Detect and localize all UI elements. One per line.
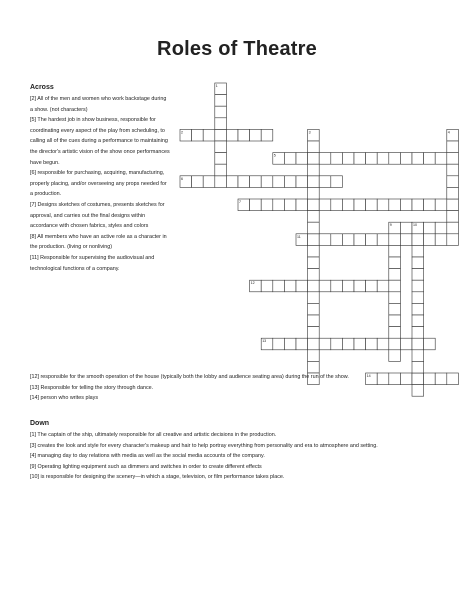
grid-cell[interactable]	[400, 153, 412, 165]
grid-cell[interactable]	[308, 141, 320, 153]
grid-cell[interactable]	[331, 338, 343, 350]
grid-cell[interactable]	[342, 234, 354, 246]
grid-cell[interactable]	[319, 280, 331, 292]
grid-cell[interactable]	[389, 303, 401, 315]
grid-cell[interactable]	[366, 153, 378, 165]
grid-cell[interactable]	[203, 129, 215, 141]
across-clue-list-continued	[30, 372, 444, 404]
down-heading: Down	[30, 420, 50, 427]
grid-cell[interactable]	[412, 245, 424, 257]
clue-text: responsible for purchasing, acquiring, manufacturing, properly placing, and/or overseeing any props needed for a production.	[30, 170, 167, 198]
clue-text: responsible for the smooth operation of the house (typically both the lobby and audience seating area) during the run of the show.	[40, 374, 349, 380]
clue-text: creates the look and style for every character's makeup and hair to help portray everything from personality and era to atmosphere and setting.	[37, 442, 378, 449]
grid-cell[interactable]	[377, 234, 389, 246]
grid-cell[interactable]	[308, 350, 320, 362]
grid-cell[interactable]	[389, 269, 401, 281]
grid-cell[interactable]	[354, 153, 366, 165]
grid-cell-number: 14	[366, 374, 371, 378]
grid-cell[interactable]	[366, 234, 378, 246]
grid-cell[interactable]	[412, 234, 424, 246]
grid-cell[interactable]	[412, 199, 424, 211]
across-clue-14	[30, 393, 444, 404]
grid-cell[interactable]	[424, 234, 436, 246]
grid-cell[interactable]	[308, 234, 320, 246]
grid-cell[interactable]	[203, 176, 215, 188]
grid-cell[interactable]	[284, 199, 296, 211]
grid-cell[interactable]	[226, 176, 238, 188]
clue-number: [5]	[30, 117, 38, 124]
grid-cell[interactable]	[250, 199, 262, 211]
across-clue-2	[30, 94, 170, 115]
across-clue-11	[30, 253, 170, 274]
clue-text: Responsible for supervising the audiovisual and technological functions of a company.	[30, 254, 155, 272]
grid-cell[interactable]	[296, 199, 308, 211]
grid-cell[interactable]	[447, 187, 459, 199]
clue-number: [9]	[30, 463, 38, 470]
grid-cell[interactable]	[447, 199, 459, 211]
grid-cell[interactable]	[412, 153, 424, 165]
grid-cell[interactable]	[273, 199, 285, 211]
page-title: Roles of Theatre	[157, 38, 317, 60]
grid-cell[interactable]	[447, 153, 459, 165]
grid-cell[interactable]	[308, 211, 320, 223]
grid-cell[interactable]	[435, 199, 447, 211]
grid-cell[interactable]	[447, 234, 459, 246]
grid-cell[interactable]	[435, 234, 447, 246]
grid-cell-number: 10	[413, 223, 417, 228]
grid-cell[interactable]	[389, 350, 401, 362]
grid-cell[interactable]	[308, 199, 320, 211]
clue-number: [3]	[30, 442, 38, 449]
grid-cell[interactable]	[273, 338, 285, 350]
grid-cell-number: 6	[181, 176, 183, 181]
grid-cell[interactable]	[354, 199, 366, 211]
grid-cell[interactable]	[308, 338, 320, 350]
grid-cell[interactable]	[308, 327, 320, 339]
clue-text: The hardest job in show business, responsible for coordinating every aspect of the play from scheduling, to calling all of the cues during a performance to maintaining the director's artistic vision of the show once performances have begun.	[30, 117, 170, 166]
grid-cell[interactable]	[424, 153, 436, 165]
grid-cell[interactable]	[238, 176, 250, 188]
grid-cell[interactable]	[308, 269, 320, 281]
grid-cell[interactable]	[389, 234, 401, 246]
grid-cell[interactable]	[377, 280, 389, 292]
across-clue-list	[30, 94, 170, 274]
grid-cell[interactable]	[308, 164, 320, 176]
grid-cell[interactable]	[377, 338, 389, 350]
down-clue-10	[30, 472, 444, 483]
grid-cell[interactable]	[389, 338, 401, 350]
down-clue-9	[30, 462, 444, 473]
clue-text: All members who have an active role as a character in the production. (living or nonliving)	[30, 233, 167, 251]
grid-cell[interactable]	[331, 234, 343, 246]
clue-text: Responsible for telling the story through dance.	[40, 384, 154, 391]
grid-cell[interactable]	[308, 303, 320, 315]
grid-cell-number: 5	[273, 153, 276, 158]
clue-number: [2]	[30, 96, 38, 102]
grid-cell[interactable]	[308, 292, 320, 304]
grid-cell[interactable]	[308, 176, 320, 188]
grid-cell[interactable]	[377, 199, 389, 211]
grid-cell[interactable]	[226, 129, 238, 141]
grid-cell[interactable]	[400, 338, 412, 350]
grid-cell[interactable]	[296, 176, 308, 188]
grid-cell[interactable]	[215, 153, 227, 165]
grid-cell[interactable]	[389, 280, 401, 292]
grid-cell-number: 3	[308, 130, 311, 135]
grid-cell-number: 2	[181, 130, 183, 135]
grid-cell[interactable]	[447, 222, 459, 234]
clue-text: All of the men and women who work backstage during a show. (not characters)	[30, 96, 167, 113]
clue-number: [1]	[30, 432, 38, 438]
grid-cell[interactable]	[331, 199, 343, 211]
across-clue-13	[30, 383, 444, 394]
grid-cell[interactable]	[354, 234, 366, 246]
grid-cell[interactable]	[319, 338, 331, 350]
grid-cell[interactable]	[250, 176, 262, 188]
grid-cell[interactable]	[215, 95, 227, 107]
grid-cell[interactable]	[435, 222, 447, 234]
grid-cell[interactable]	[366, 338, 378, 350]
across-clue-6	[30, 168, 170, 200]
grid-cell[interactable]	[308, 187, 320, 199]
grid-cell[interactable]	[238, 129, 250, 141]
grid-cell[interactable]	[342, 338, 354, 350]
grid-cell[interactable]	[261, 280, 273, 292]
grid-cell[interactable]	[412, 280, 424, 292]
grid-cell-number: 7	[239, 200, 241, 204]
grid-cell[interactable]	[192, 176, 204, 188]
down-clue-list	[30, 430, 444, 483]
across-heading: Across	[30, 84, 54, 91]
grid-cell[interactable]	[354, 338, 366, 350]
grid-cell[interactable]	[273, 176, 285, 188]
grid-cell[interactable]	[412, 338, 424, 350]
grid-cell[interactable]	[215, 118, 227, 130]
grid-cell[interactable]	[447, 373, 459, 385]
grid-cell-number: 1	[215, 84, 218, 88]
grid-cell[interactable]	[447, 211, 459, 223]
grid-cell[interactable]	[412, 350, 424, 362]
grid-cell[interactable]	[308, 222, 320, 234]
clue-number: [14]	[30, 395, 41, 402]
grid-cell[interactable]	[284, 338, 296, 350]
clue-text: The captain of the ship, ultimately responsible for all creative and artistic decisions in the production.	[37, 432, 277, 438]
grid-cell[interactable]	[412, 269, 424, 281]
grid-cell[interactable]	[400, 222, 412, 234]
grid-cell[interactable]	[215, 164, 227, 176]
grid-cell[interactable]	[424, 222, 436, 234]
grid-cell[interactable]	[308, 315, 320, 327]
clue-number: [12]	[30, 374, 41, 380]
clue-text: managing day to day relations with media as well as the social media accounts of the company.	[37, 453, 265, 460]
grid-cell[interactable]	[308, 153, 320, 165]
grid-cell[interactable]	[296, 338, 308, 350]
clue-number: [7]	[30, 201, 38, 208]
grid-cell[interactable]	[400, 234, 412, 246]
clue-text: is responsible for designing the scenery—in which a stage, television, or film performance takes place.	[40, 474, 285, 481]
grid-cell[interactable]	[400, 199, 412, 211]
grid-cell[interactable]	[377, 153, 389, 165]
grid-cell[interactable]	[261, 129, 273, 141]
grid-cell[interactable]	[296, 280, 308, 292]
grid-cell[interactable]	[412, 327, 424, 339]
grid-cell[interactable]	[284, 153, 296, 165]
clue-text: Designs sketches of costumes, presents sketches for approval, and carries out the final designs within accordance with chosen fabrics, styles and colors	[30, 201, 165, 230]
grid-cell[interactable]	[389, 315, 401, 327]
grid-cell[interactable]	[412, 257, 424, 269]
grid-cell[interactable]	[342, 199, 354, 211]
clue-number: [13]	[30, 384, 41, 391]
across-clue-7	[30, 200, 170, 232]
clue-number: [6]	[30, 170, 38, 177]
grid-cell[interactable]	[354, 280, 366, 292]
grid-cell[interactable]	[366, 199, 378, 211]
grid-cell[interactable]	[273, 280, 285, 292]
grid-cell[interactable]	[412, 315, 424, 327]
grid-cell[interactable]	[366, 280, 378, 292]
clue-text: Operating lighting equipment such as dimmers and switches in order to create different effects	[37, 463, 262, 470]
grid-cell[interactable]	[424, 338, 436, 350]
grid-cell[interactable]	[296, 153, 308, 165]
grid-cell-number: 9	[389, 223, 392, 228]
grid-cell[interactable]	[389, 153, 401, 165]
grid-cell[interactable]	[284, 176, 296, 188]
across-clue-5	[30, 115, 170, 168]
grid-cell[interactable]	[342, 280, 354, 292]
grid-cell[interactable]	[331, 280, 343, 292]
grid-cell[interactable]	[319, 153, 331, 165]
grid-cell[interactable]	[308, 257, 320, 269]
grid-cell[interactable]	[435, 153, 447, 165]
grid-cell[interactable]	[215, 106, 227, 118]
grid-cell[interactable]	[319, 234, 331, 246]
grid-cell[interactable]	[412, 303, 424, 315]
grid-cell[interactable]	[389, 245, 401, 257]
grid-cell[interactable]	[250, 129, 262, 141]
grid-cell[interactable]	[261, 199, 273, 211]
clue-number: [8]	[30, 233, 38, 240]
down-clue-1	[30, 430, 444, 441]
grid-cell-number: 13	[262, 339, 267, 344]
grid-cell[interactable]	[308, 280, 320, 292]
grid-cell[interactable]	[389, 292, 401, 304]
grid-cell[interactable]	[215, 176, 227, 188]
grid-cell-number: 12	[250, 281, 255, 286]
clue-number: [10]	[30, 474, 41, 481]
grid-cell[interactable]	[284, 280, 296, 292]
grid-cell[interactable]	[412, 292, 424, 304]
grid-cell[interactable]	[319, 176, 331, 188]
grid-cell[interactable]	[319, 199, 331, 211]
across-clue-12	[30, 372, 444, 383]
grid-cell[interactable]	[342, 153, 354, 165]
grid-cell[interactable]	[424, 199, 436, 211]
grid-cell[interactable]	[192, 129, 204, 141]
grid-cell[interactable]	[308, 245, 320, 257]
grid-cell[interactable]	[215, 141, 227, 153]
grid-cell-number: 11	[297, 234, 301, 239]
clue-number: [4]	[30, 453, 38, 460]
grid-cell[interactable]	[447, 164, 459, 176]
grid-cell[interactable]	[389, 327, 401, 339]
down-clue-4	[30, 451, 444, 462]
grid-cell[interactable]	[261, 176, 273, 188]
grid-cell[interactable]	[447, 141, 459, 153]
grid-cell[interactable]	[331, 153, 343, 165]
across-clue-8	[30, 232, 170, 253]
down-clue-3	[30, 441, 444, 452]
grid-cell[interactable]	[331, 176, 343, 188]
grid-cell[interactable]	[389, 199, 401, 211]
grid-cell[interactable]	[447, 176, 459, 188]
grid-cell-number: 4	[447, 130, 450, 135]
grid-cell[interactable]	[215, 129, 227, 141]
grid-cell[interactable]	[389, 257, 401, 269]
clue-text: person who writes plays	[40, 395, 99, 402]
clue-number: [11]	[30, 254, 41, 261]
